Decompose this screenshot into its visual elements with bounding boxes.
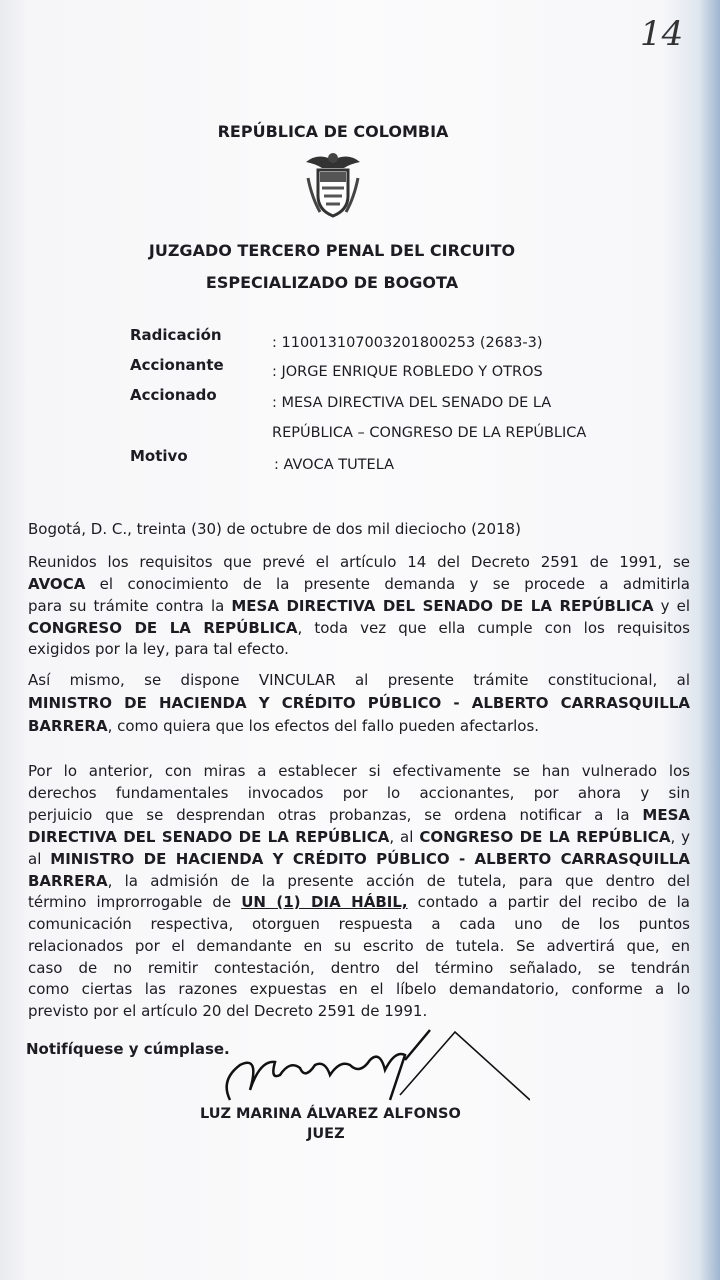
text-segment: , al — [389, 828, 420, 846]
coat-of-arms-emblem — [298, 148, 368, 223]
text-segment: Por lo anterior, con miras a establecer si efectivamente se han vulnerado los — [28, 762, 690, 780]
bold-text: MINISTRO DE HACIENDA Y CRÉDITO PÚBLICO - ALBERTO CARRASQUILLA — [50, 850, 690, 868]
bold-text: BARRERA — [28, 872, 108, 890]
paragraph-3-line — [28, 872, 690, 890]
paragraph-1-line — [28, 553, 690, 571]
radicacion-value: : 11001310700320180025​3 (2683-3) — [272, 335, 543, 351]
paragraph-2-line — [28, 694, 690, 712]
bold-text: MINISTRO DE HACIENDA Y CRÉDITO PÚBLICO - ALBERTO CARRASQUILLA — [28, 694, 690, 712]
text-segment: relacionados por el demandante en su escrito de tutela. Se advertirá que, en — [28, 937, 690, 955]
text-segment: derechos fundamentales invocados por lo accionantes, por ahora y sin — [28, 784, 690, 802]
signer-name: LUZ MARINA ÁLVAREZ ALFONSO — [200, 1106, 461, 1122]
text-segment: el conocimiento de la presente demanda y se procede a admitirla — [85, 575, 690, 593]
paragraph-3-line — [28, 784, 690, 802]
paragraph-3-line — [28, 828, 690, 846]
text-segment: Así mismo, se dispone VINCULAR al presente trámite constitucional, al — [28, 671, 690, 689]
text-segment: al — [28, 850, 51, 868]
paragraph-3-line — [28, 893, 690, 911]
text-segment: , toda vez que ella cumple con los requisitos — [297, 619, 690, 637]
bold-text: CONGRESO DE LA REPÚBLICA — [419, 828, 671, 846]
text-segment: Reunidos los requisitos que prevé el artículo 14 del Decreto 2591 de 1991, se — [28, 553, 690, 571]
paragraph-3-line — [28, 915, 690, 933]
court-name-line2: ESPECIALIZADO DE BOGOTA — [205, 273, 459, 292]
handwritten-signature — [200, 1020, 530, 1110]
paragraph-3-line — [28, 937, 690, 955]
paragraph-3-line — [28, 1002, 690, 1020]
court-name-line1: JUZGADO TERCERO PENAL DEL CIRCUITO — [148, 241, 516, 260]
signer-title: JUEZ — [307, 1126, 345, 1142]
paragraph-1-line — [28, 575, 690, 593]
text-segment: caso de no remitir contestación, dentro del término señalado, se tendrán — [28, 959, 690, 977]
paragraph-2-line — [28, 671, 690, 689]
date-line: Bogotá, D. C., treinta (30) de octubre de dos mil dieciocho (2018) — [28, 520, 521, 538]
text-segment: perjuicio que se desprendan otras probanzas, se ordena notificar a la — [28, 806, 643, 824]
paragraph-3-line — [28, 762, 690, 780]
text-segment: , la admisión de la presente acción de tutela, para que dentro del — [107, 872, 690, 890]
motivo-value: : AVOCA TUTELA — [274, 457, 395, 473]
text-segment: para su trámite contra la — [28, 597, 232, 615]
page-number-handwritten: 14 — [640, 14, 684, 54]
paragraph-1-line — [28, 619, 690, 637]
text-segment: como ciertas las razones expuestas en el líbelo demandatorio, conforme a lo — [28, 980, 690, 998]
text-segment: y el — [653, 597, 691, 615]
text-segment: comunicación respectiva, otorguen respuesta a cada uno de los puntos — [28, 915, 690, 933]
text-segment: , como quiera que los efectos del fallo pueden afectarlos. — [107, 717, 540, 735]
text-segment: contado a partir del recibo de la — [407, 893, 690, 911]
bold-text: MESA DIRECTIVA DEL SENADO DE LA REPÚBLICA — [231, 597, 654, 615]
text-segment: exigidos por la ley, para tal efecto. — [28, 640, 289, 658]
country-heading: REPÚBLICA DE COLOMBIA — [217, 122, 449, 141]
paragraph-3-line — [28, 980, 690, 998]
bold-text: UN (1) DIA HÁBIL, — [241, 893, 408, 911]
text-segment: término improrrogable de — [28, 893, 242, 911]
accionado-value: : MESA DIRECTIVA DEL SENADO DE LA — [272, 395, 552, 411]
paragraph-1-line — [28, 597, 690, 615]
paragraph-3-line — [28, 806, 690, 824]
paragraph-2-line — [28, 717, 690, 735]
radicacion-label: Radicación — [130, 326, 222, 344]
accionado-label: Accionado — [130, 386, 217, 404]
text-segment: previsto por el artículo 20 del Decreto 2591 de 1991. — [28, 1002, 428, 1020]
text-segment: , y — [670, 828, 690, 846]
bold-text: MESA — [642, 806, 690, 824]
accionante-label: Accionante — [130, 356, 224, 374]
accionado-value-cont: REPÚBLICA – CONGRESO DE LA REPÚBLICA — [272, 425, 587, 441]
accionante-value: : JORGE ENRIQUE ROBLEDO Y OTROS — [272, 364, 543, 380]
bold-text: BARRERA — [28, 717, 108, 735]
closing-text: Notifíquese y cúmplase. — [26, 1040, 230, 1058]
motivo-label: Motivo — [130, 447, 188, 465]
bold-text: CONGRESO DE LA REPÚBLICA — [28, 619, 298, 637]
paragraph-3-line — [28, 959, 690, 977]
bold-text: AVOCA — [28, 575, 86, 593]
bold-text: DIRECTIVA DEL SENADO DE LA REPÚBLICA — [28, 828, 390, 846]
paragraph-3-line — [28, 850, 690, 868]
paragraph-1-line — [28, 640, 690, 658]
